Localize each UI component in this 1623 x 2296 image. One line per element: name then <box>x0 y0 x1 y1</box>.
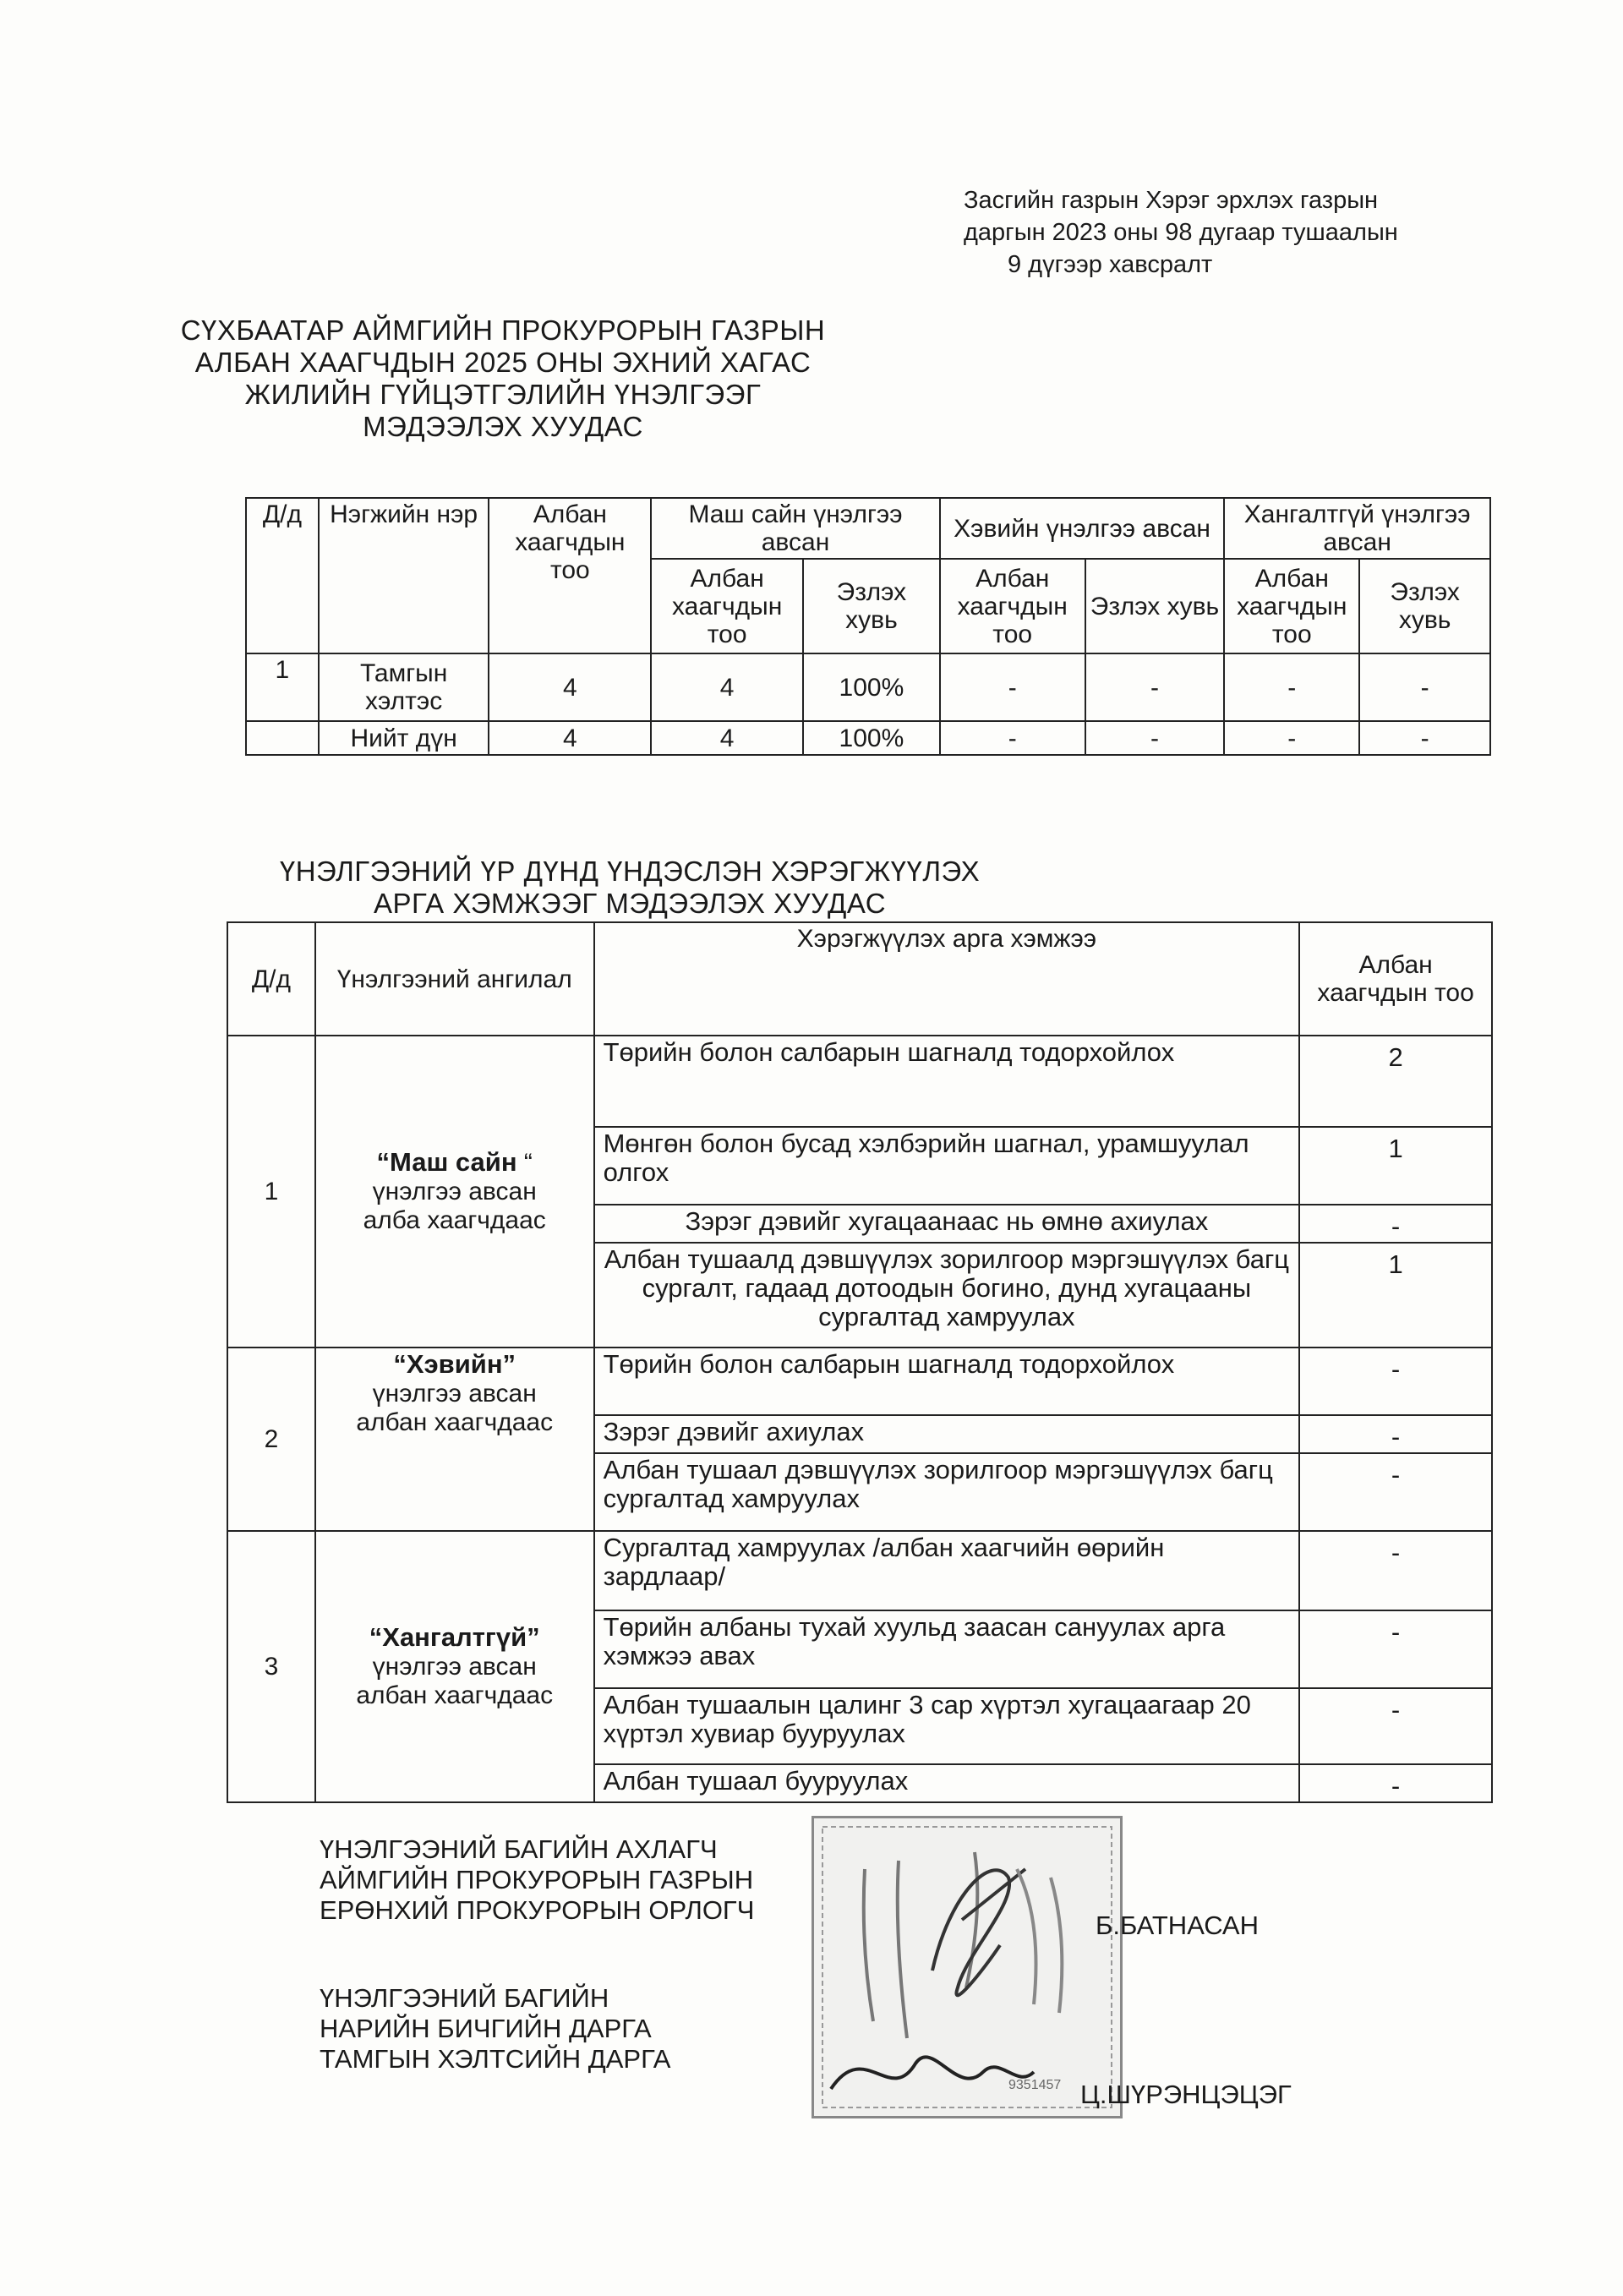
header-count: Албан хаагчдын тоо <box>489 498 651 653</box>
category-quote: “ <box>516 1149 533 1177</box>
measures-title <box>0 856 1260 920</box>
header-poor: Хангалтгүй үнэлгээ авсан <box>1224 498 1490 559</box>
action-item: Албан тушаалд дэвшүүлэх зорилгоор мэргэшүүлэх багц сургалт, гадаад дотоодын богино, дунд хугацааны сургалтад хамруулах <box>594 1243 1300 1348</box>
cell-nm-count: - <box>940 653 1085 721</box>
attachment-line-1: Засгийн газрын Хэрэг эрхлэх газрын <box>964 187 1379 214</box>
cell-nm-share: - <box>1085 653 1225 721</box>
sec-line-2: НАРИЙН БИЧГИЙН ДАРГА <box>320 2014 652 2043</box>
action-item: Төрийн болон салбарын шагналд тодорхойлох <box>594 1348 1300 1415</box>
official-stamp <box>812 1816 1123 2118</box>
total-count: 4 <box>489 721 651 755</box>
action-count: - <box>1299 1610 1492 1688</box>
action-count: - <box>1299 1205 1492 1243</box>
attachment-line-2: даргын 2023 оны 98 дугаар тушаалын <box>964 219 1398 246</box>
action-item: Сургалтад хамруулах /албан хаагчийн өөрийн зардлаар/ <box>594 1531 1300 1610</box>
header-excellent: Маш сайн үнэлгээ авсан <box>651 498 940 559</box>
stamp-number: 9351457 <box>1008 2078 1062 2092</box>
attachment-note <box>964 184 1398 281</box>
group-category <box>315 1531 594 1802</box>
action-item: Албан тушаал дэвшүүлэх зорилгоор мэргэшүүлэх багц сургалтад хамруулах <box>594 1453 1300 1531</box>
table-row <box>227 1348 1492 1415</box>
category-line: албан хаагчдаас <box>356 1408 554 1436</box>
header-count: Албан хаагчдын тоо <box>1299 922 1492 1036</box>
action-count: - <box>1299 1348 1492 1415</box>
table-row <box>227 1036 1492 1127</box>
title-line-3: ЖИЛИЙН ГҮЙЦЭТГЭЛИЙН ҮНЭЛГЭЭГ <box>244 379 762 410</box>
total-nm-count: - <box>940 721 1085 755</box>
action-item: Зэрэг дэвийг хугацаанаас нь өмнө ахиулах <box>594 1205 1300 1243</box>
secretary-title <box>320 1983 670 2075</box>
category-bold: “Хангалтгүй” <box>369 1622 540 1652</box>
action-item: Зэрэг дэвийг ахиулах <box>594 1415 1300 1453</box>
total-pr-count: - <box>1224 721 1359 755</box>
action-item: Мөнгөн болон бусад хэлбэрийн шагнал, урамшуулал олгох <box>594 1127 1300 1205</box>
category-line: алба хаагчдаас <box>363 1206 546 1234</box>
action-item: Албан тушаал бууруулах <box>594 1764 1300 1802</box>
subheader-count: Албан хаагчдын тоо <box>940 559 1085 653</box>
action-count: 2 <box>1299 1036 1492 1127</box>
total-label: Нийт дүн <box>319 721 489 755</box>
head-title <box>320 1834 754 1926</box>
table-row <box>227 1531 1492 1610</box>
head-line-3: ЕРӨНХИЙ ПРОКУРОРЫН ОРЛОГЧ <box>320 1895 755 1925</box>
sec-line-1: ҮНЭЛГЭЭНИЙ БАГИЙН <box>320 1983 609 2013</box>
group-num: 2 <box>227 1348 315 1531</box>
subheader-share: Эзлэх хувь <box>1085 559 1225 653</box>
head-name: Б.БАТНАСАН <box>1096 1911 1259 1940</box>
document-title <box>0 314 1006 443</box>
cell-pr-count: - <box>1224 653 1359 721</box>
cell-ex-count: 4 <box>651 653 803 721</box>
group-category <box>315 1348 594 1531</box>
action-count: - <box>1299 1764 1492 1802</box>
secretary-name: Ц.ШҮРЭНЦЭЦЭГ <box>1080 2080 1292 2109</box>
cell-num: 1 <box>246 653 319 721</box>
category-bold: “Хэвийн” <box>393 1349 516 1379</box>
head-line-2: АЙМГИЙН ПРОКУРОРЫН ГАЗРЫН <box>320 1865 754 1894</box>
total-pr-share: - <box>1359 721 1490 755</box>
cell-unit: Тамгын хэлтэс <box>319 653 489 721</box>
title-line-1: СҮХБААТАР АЙМГИЙН ПРОКУРОРЫН ГАЗРЫН <box>180 314 826 346</box>
measures-title-line-2: АРГА ХЭМЖЭЭГ МЭДЭЭЛЭХ ХУУДАС <box>373 888 887 919</box>
total-row <box>246 721 1490 755</box>
header-num: Д/д <box>246 498 319 653</box>
action-count: - <box>1299 1415 1492 1453</box>
category-line: үнэлгээ авсан <box>372 1380 537 1408</box>
category-line: албан хаагчдаас <box>356 1681 554 1709</box>
action-count: - <box>1299 1688 1492 1764</box>
measures-title-line-1: ҮНЭЛГЭЭНИЙ ҮР ДҮНД ҮНДЭСЛЭН ХЭРЭГЖҮҮЛЭХ <box>279 856 981 887</box>
subheader-share: Эзлэх хувь <box>1359 559 1490 653</box>
action-item: Төрийн албаны тухай хуульд заасан сануулах арга хэмжээ авах <box>594 1610 1300 1688</box>
header-num: Д/д <box>227 922 315 1036</box>
cell-count: 4 <box>489 653 651 721</box>
cell-empty <box>246 721 319 755</box>
category-line: үнэлгээ авсан <box>372 1178 537 1205</box>
category-line: үнэлгээ авсан <box>372 1653 537 1681</box>
evaluation-summary-table <box>245 497 1491 756</box>
action-count: - <box>1299 1453 1492 1531</box>
action-count: - <box>1299 1531 1492 1610</box>
subheader-count: Албан хаагчдын тоо <box>651 559 803 653</box>
attachment-line-3: 9 дүгээр хавсралт <box>1008 251 1213 278</box>
header-unit: Нэгжийн нэр <box>319 498 489 653</box>
cell-ex-share: 100% <box>803 653 940 721</box>
category-bold: “Маш сайн <box>376 1147 517 1177</box>
table-row <box>246 653 1490 721</box>
group-num: 1 <box>227 1036 315 1348</box>
group-category <box>315 1036 594 1348</box>
head-line-1: ҮНЭЛГЭЭНИЙ БАГИЙН АХЛАГЧ <box>320 1834 718 1864</box>
subheader-share: Эзлэх хувь <box>803 559 940 653</box>
header-normal: Хэвийн үнэлгээ авсан <box>940 498 1225 559</box>
stamp-graphic <box>814 1818 1120 2116</box>
total-nm-share: - <box>1085 721 1225 755</box>
total-ex-count: 4 <box>651 721 803 755</box>
sec-line-3: ТАМГЫН ХЭЛТСИЙН ДАРГА <box>320 2044 671 2074</box>
subheader-count: Албан хаагчдын тоо <box>1224 559 1359 653</box>
cell-pr-share: - <box>1359 653 1490 721</box>
title-line-2: АЛБАН ХААГЧДЫН 2025 ОНЫ ЭХНИЙ ХАГАС <box>194 347 812 378</box>
measures-table <box>227 921 1493 1803</box>
group-num: 3 <box>227 1531 315 1802</box>
action-count: 1 <box>1299 1127 1492 1205</box>
header-category: Үнэлгээний ангилал <box>315 922 594 1036</box>
action-item: Төрийн болон салбарын шагналд тодорхойлох <box>594 1036 1300 1127</box>
action-item: Албан тушаалын цалинг 3 сар хүртэл хугацаагаар 20 хүртэл хувиар бууруулах <box>594 1688 1300 1764</box>
title-line-4: МЭДЭЭЛЭХ ХУУДАС <box>363 411 643 442</box>
total-ex-share: 100% <box>803 721 940 755</box>
header-action: Хэрэгжүүлэх арга хэмжээ <box>594 922 1300 1036</box>
action-count: 1 <box>1299 1243 1492 1348</box>
